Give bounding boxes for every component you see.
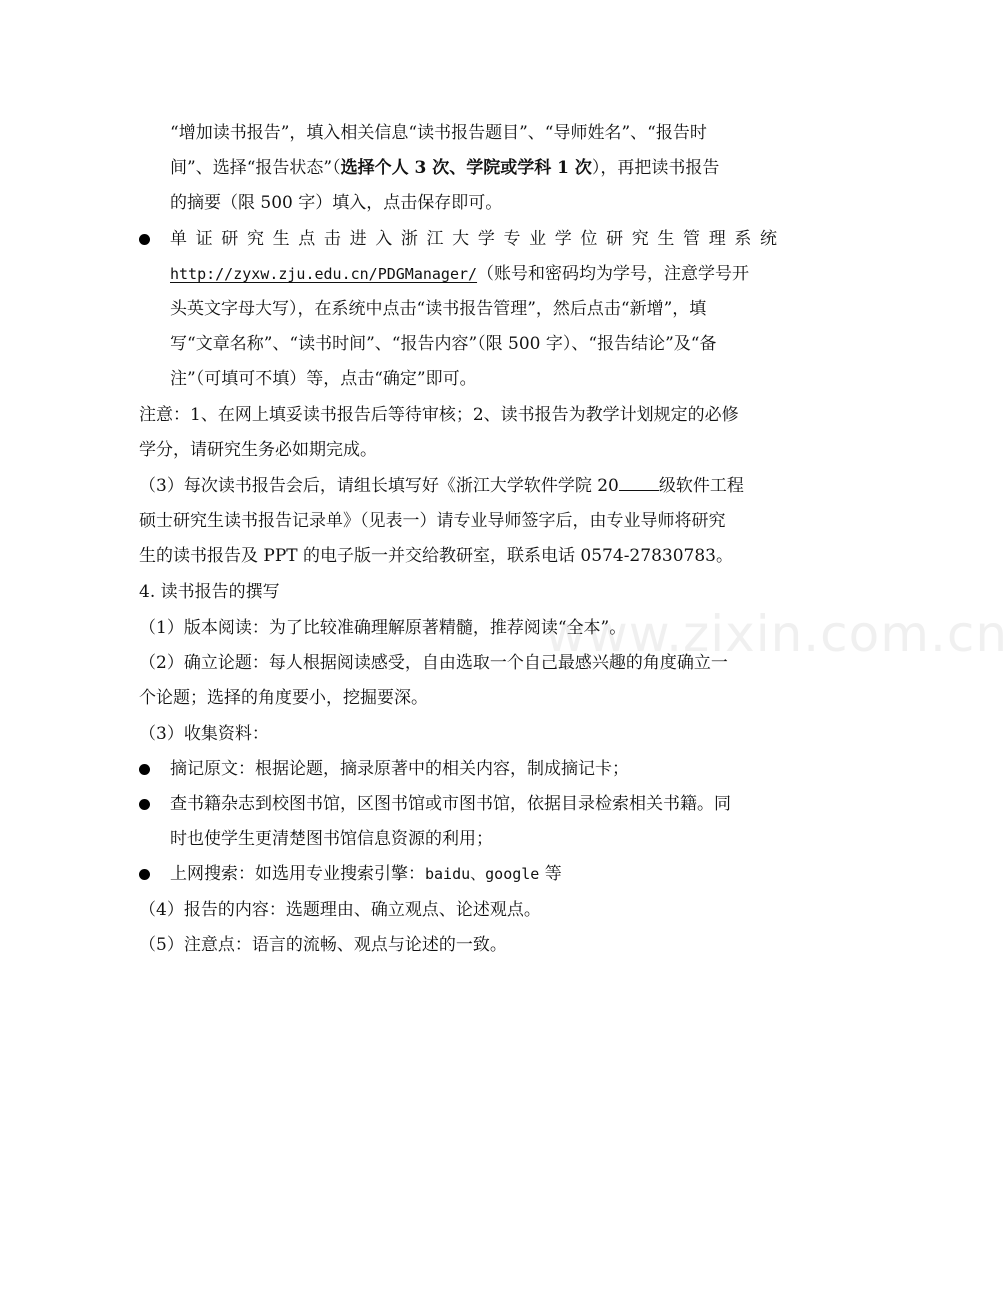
note-line2: 学分，请研究生务必如期完成。 <box>139 440 377 460</box>
para1-line2: 间”、选择“报告状态”（选择个人 3 次、学院或学科 1 次），再把读书报告 <box>170 158 720 178</box>
bold-selection-note: 选择个人 3 次、学院或学科 1 次 <box>340 158 592 178</box>
item3-line2: 硕士研究生读书报告记录单》（见表一）请专业导师签字后，由专业导师将研究 <box>139 511 726 531</box>
section4-item4: （4）报告的内容：选题理由、确立观点、论述观点。 <box>139 900 541 920</box>
fill-in-blank <box>619 475 659 491</box>
bullet1-line4: 写“文章名称”、“读书时间”、“报告内容”（限 500 字）、“报告结论”及“备 <box>170 334 717 354</box>
bullet1-line1: 单证研究生点击进入浙江大学专业学位研究生管理系统 <box>170 229 777 249</box>
item3-line1: （3）每次读书报告会后，请组长填写好《浙江大学软件学院 20 级软件工程 <box>139 476 744 496</box>
bullet-dot <box>139 869 150 880</box>
bullet-dot <box>139 234 150 245</box>
section4-bullet3: 上网搜索：如选用专业搜索引擎：baidu、google 等 <box>170 864 562 884</box>
section4-item2-line2: 个论题；选择的角度要小，挖掘要深。 <box>139 688 428 708</box>
section4-item2-line1: （2）确立论题：每人根据阅读感受，自由选取一个自己最感兴趣的角度确立一 <box>139 653 728 673</box>
bullet1-line5: 注”（可填可不填）等，点击“确定”即可。 <box>170 369 477 389</box>
watermark: www.zixin.com.cn <box>545 605 1008 663</box>
pdg-manager-link[interactable]: http://zyxw.zju.edu.cn/PDGManager/ <box>170 265 478 283</box>
section4-bullet2-line1: 查书籍杂志到校图书馆，区图书馆或市图书馆，依据目录检索相关书籍。同 <box>170 794 731 814</box>
bullet-dot <box>139 799 150 810</box>
section4-bullet1: 摘记原文：根据论题，摘录原著中的相关内容，制成摘记卡； <box>170 759 629 779</box>
section4-item1: （1）版本阅读：为了比较准确理解原著精髓，推荐阅读“全本”。 <box>139 618 627 638</box>
section4-heading: 4. 读书报告的撰写 <box>139 582 280 602</box>
bullet1-line2: http://zyxw.zju.edu.cn/PDGManager/（账号和密码均为学号，注意学号开 <box>170 264 750 284</box>
para1-line3: 的摘要（限 500 字）填入，点击保存即可。 <box>170 193 503 213</box>
para1-line1: “增加读书报告”，填入相关信息“读书报告题目”、“导师姓名”、“报告时 <box>170 123 707 143</box>
bullet-dot <box>139 764 150 775</box>
section4-bullet2-line2: 时也使学生更清楚图书馆信息资源的利用； <box>170 829 493 849</box>
item3-line3: 生的读书报告及 PPT 的电子版一并交给教研室，联系电话 0574-27830783。 <box>139 546 733 566</box>
section4-item5: （5）注意点：语言的流畅、观点与论述的一致。 <box>139 935 507 955</box>
section4-item3: （3）收集资料： <box>139 724 269 744</box>
bullet1-line3: 头英文字母大写），在系统中点击“读书报告管理”，然后点击“新增”，填 <box>170 299 707 319</box>
note-line1: 注意：1、在网上填妥读书报告后等待审核；2、读书报告为教学计划规定的必修 <box>139 405 739 425</box>
